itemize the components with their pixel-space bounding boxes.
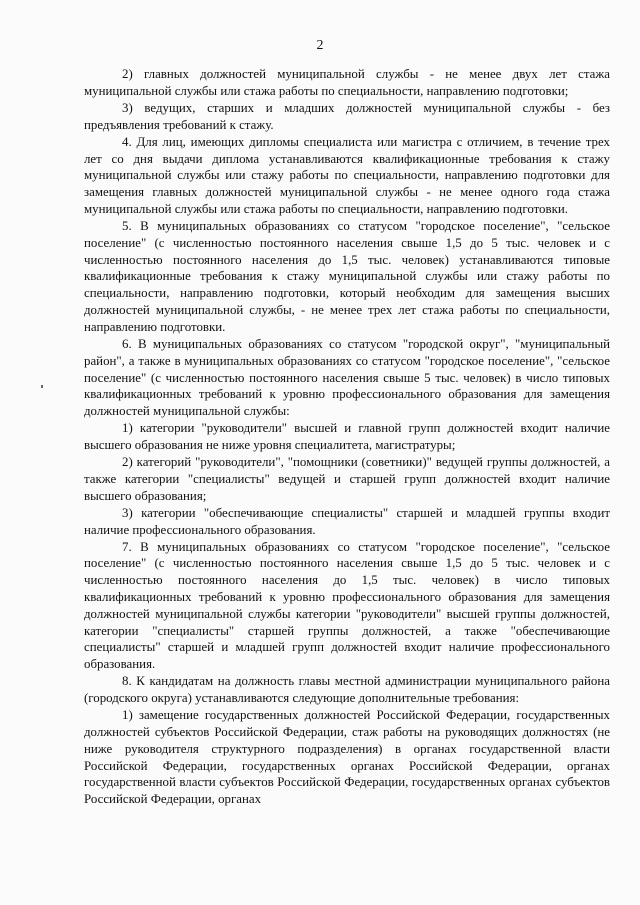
paragraph-8: 8. К кандидатам на должность главы местной администрации муниципального района (городского округа) устанавливаются следующие дополнительные требования: — [84, 674, 610, 706]
paragraph-4: 4. Для лиц, имеющих дипломы специалиста или магистра с отличием, в течение трех лет со дня выдачи диплома устанавливаются квалификационные требования к стажу муниципальной службы или стажу работы по специальности, направлению подготовки для замещения главных должностей муниципальной службы - не менее одного года стажа муниципальной службы или стажа работы по специальности, направлению подготовки. — [84, 134, 610, 216]
paragraph-item-3: 3) ведущих, старших и младших должностей муниципальной службы - без предъявления требований к стажу. — [84, 100, 610, 132]
paragraph-6-item-2: 2) категорий "руководители", "помощники (советники)" ведущей группы должностей, а также категории "специалисты" ведущей и старшей групп должностей входит наличие высшего образования; — [84, 455, 610, 503]
paragraph-item-2: 2) главных должностей муниципальной службы - не менее двух лет стажа муниципальной службы или стажа работы по специальности, направлению подготовки; — [84, 67, 610, 98]
paragraph-6: 6. В муниципальных образованиях со статусом "городской округ", "муниципальный район", а также в муниципальных образованиях со статусом "городское поселение", "сельское поселение" (с численностью постоянного населения свыше 5 тыс. человек) в число типовых квалификационных требований к уровню профессионального образования для замещения должностей муниципальной службы: — [84, 336, 610, 419]
paragraph-6-item-1: 1) категории "руководители" высшей и главной групп должностей входит наличие высшего образования не ниже уровня специалитета, магистратуры; — [84, 421, 610, 453]
paragraph-5: 5. В муниципальных образованиях со статусом "городское поселение", "сельское поселение" (с численностью постоянного населения свыше 1,5 до 5 тыс. человек и с численностью постоянного населения до 1,5 тыс. человек) устанавливаются типовые квалификационные требования к стажу муниципальной службы или стажу работы по специальности, направлению подготовки, который необходим для замещения высших должностей муниципальной службы, - не менее трех лет стажа работы по специальности, направлению подготовки. — [84, 219, 610, 334]
paragraph-8-item-1: 1) замещение государственных должностей Российской Федерации, государственных должностей субъектов Российской Федерации, стаж работы на руководящих должностях (не ниже руководителя структурного подразделения) в органах государственной власти Российской Федерации, государственных органах Российской Федерации, органах государственной власти субъектов Российской Федерации, государственных органах субъектов Российской Федерации, органах — [84, 708, 610, 807]
margin-mark — [41, 385, 43, 388]
paragraph-7: 7. В муниципальных образованиях со статусом "городское поселение", "сельское поселение" (с численностью постоянного населения свыше 1,5 до 5 тыс. человек и с численностью постоянного населения до 1,5 тыс. человек) в число типовых квалификационных требований к уровню профессионального образования для замещения должностей муниципальной службы категории "руководители" высшей группы должностей, категории "специалисты" старшей группы должностей, а также "обеспечивающие специалисты" старшей и младшей групп должностей входит наличие профессионального образования. — [84, 539, 610, 672]
paragraph-6-item-3: 3) категории "обеспечивающие специалисты" старшей и младшей группы входит наличие профессионального образования. — [84, 505, 610, 537]
document-body — [84, 66, 610, 808]
page-number: 2 — [316, 38, 324, 53]
